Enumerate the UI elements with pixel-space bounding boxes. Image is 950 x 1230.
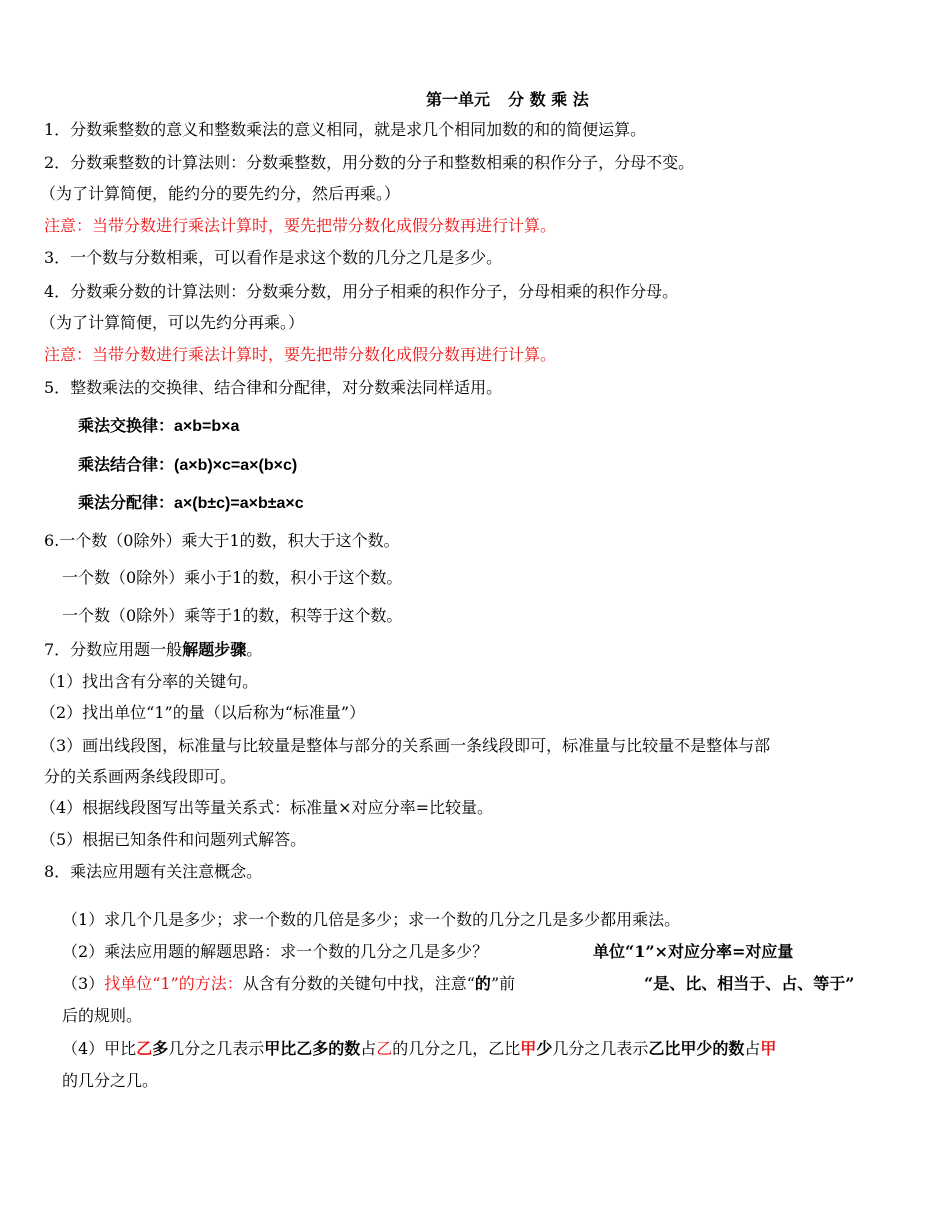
item-2: 2．分数乘整数的计算法则：分数乘整数，用分数的分子和整数相乘的积作分子，分母不变。 [44, 153, 695, 172]
p4-t1: （4）甲比 [62, 1039, 137, 1058]
p4-t10: 少 [536, 1039, 553, 1058]
p4-t14: 甲 [760, 1039, 777, 1058]
p4-t3: 多 [152, 1039, 169, 1058]
item-8-point-3-keywords: “是、比、相当于、占、等于” [644, 974, 855, 993]
unit-title: 第一单元 [426, 90, 491, 109]
item-8-point-3-cont: 后的规则。 [62, 1006, 143, 1025]
p4-t9: 甲 [520, 1039, 537, 1058]
item-8-point-3-c: ”前 [490, 974, 516, 993]
p4-t5: 甲比乙多的数 [264, 1039, 361, 1058]
caution-1: 注意：当带分数进行乘法计算时，要先把带分数化成假分数再进行计算。 [44, 216, 557, 235]
item-8-point-3-b: 从含有分数的关键句中找，注意“ [242, 974, 475, 993]
law-associative-label: 乘法结合律： [78, 455, 175, 474]
item-2-note: （为了计算简便，能约分的要先约分，然后再乘。） [40, 184, 401, 203]
item-7-step-1: （1）找出含有分率的关键句。 [40, 672, 259, 691]
item-8-point-2-text: （2）乘法应用题的解题思路：求一个数的几分之几是多少？ [62, 942, 489, 961]
item-7-bold: 解题步骤 [182, 640, 247, 659]
p4-t13: 占 [744, 1039, 761, 1058]
item-7-step-3: （3）画出线段图，标准量与比较量是整体与部分的关系画一条线段即可，标准量与比较量不是整体与部 [40, 736, 771, 755]
item-8-point-3 [62, 974, 515, 994]
item-6-line-3: 一个数（0除外）乘等于1的数，积等于这个数。 [62, 606, 403, 625]
law-commutative [78, 416, 239, 437]
item-4-note: （为了计算简便，可以先约分再乘。） [40, 313, 305, 332]
item-8-point-2-formula: 单位“1”×对应分率=对应量 [593, 942, 794, 961]
law-distributive [78, 493, 304, 514]
unit-subtitle: 分 数 乘 法 [508, 90, 589, 109]
item-8-point-3-de: 的 [474, 974, 491, 993]
item-4: 4．分数乘分数的计算法则：分数乘分数，用分子相乘的积作分子，分母相乘的积作分母。 [44, 282, 679, 301]
item-6-line-1: 6.一个数（0除外）乘大于1的数，积大于这个数。 [44, 531, 400, 550]
law-distributive-label: 乘法分配律： [78, 493, 175, 512]
p4-t2: 乙 [136, 1039, 153, 1058]
item-7-prefix: 7．分数应用题一般 [44, 640, 183, 659]
p4-t12: 乙比甲少的数 [648, 1039, 745, 1058]
law-associative-formula: (a×b)×c=a×(b×c) [174, 457, 298, 474]
item-8-point-3-a: （3） [62, 974, 105, 993]
p4-t7: 乙 [376, 1039, 393, 1058]
item-8-point-3-method: 找单位“1”的方法： [104, 974, 243, 993]
item-7-step-5: （5）根据已知条件和问题列式解答。 [40, 830, 307, 849]
p4-t8: 的几分之几，乙比 [392, 1039, 521, 1058]
item-7-step-2: （2）找出单位“1”的量（以后称为“标准量”） [40, 703, 366, 722]
item-8-point-2 [62, 942, 488, 962]
law-distributive-formula: a×(b±c)=a×b±a×c [174, 495, 304, 512]
law-commutative-label: 乘法交换律： [78, 416, 175, 435]
item-7-suffix: 。 [246, 640, 263, 659]
item-7-step-3-cont: 分的关系画两条线段即可。 [44, 767, 237, 786]
item-1: 1．分数乘整数的意义和整数乘法的意义相同，就是求几个相同加数的和的简便运算。 [44, 120, 647, 139]
law-associative [78, 455, 297, 476]
item-8-point-1: （1）求几个几是多少；求一个数的几倍是多少；求一个数的几分之几是多少都用乘法。 [62, 910, 681, 929]
p4-t4: 几分之几表示 [168, 1039, 265, 1058]
item-8-point-4 [62, 1039, 776, 1059]
item-6-line-2: 一个数（0除外）乘小于1的数，积小于这个数。 [62, 568, 403, 587]
item-7-heading [44, 640, 262, 660]
p4-t6: 占 [360, 1039, 377, 1058]
caution-2: 注意：当带分数进行乘法计算时，要先把带分数化成假分数再进行计算。 [44, 345, 557, 364]
item-3: 3．一个数与分数相乘，可以看作是求这个数的几分之几是多少。 [44, 248, 503, 267]
item-5: 5．整数乘法的交换律、结合律和分配律，对分数乘法同样适用。 [44, 378, 503, 397]
item-8-heading: 8．乘法应用题有关注意概念。 [44, 862, 263, 881]
item-8-point-4-cont: 的几分之几。 [62, 1071, 159, 1090]
item-7-step-4: （4）根据线段图写出等量关系式：标准量×对应分率=比较量。 [40, 798, 493, 817]
law-commutative-formula: a×b=b×a [174, 418, 240, 435]
p4-t11: 几分之几表示 [552, 1039, 649, 1058]
page-title [426, 90, 589, 110]
